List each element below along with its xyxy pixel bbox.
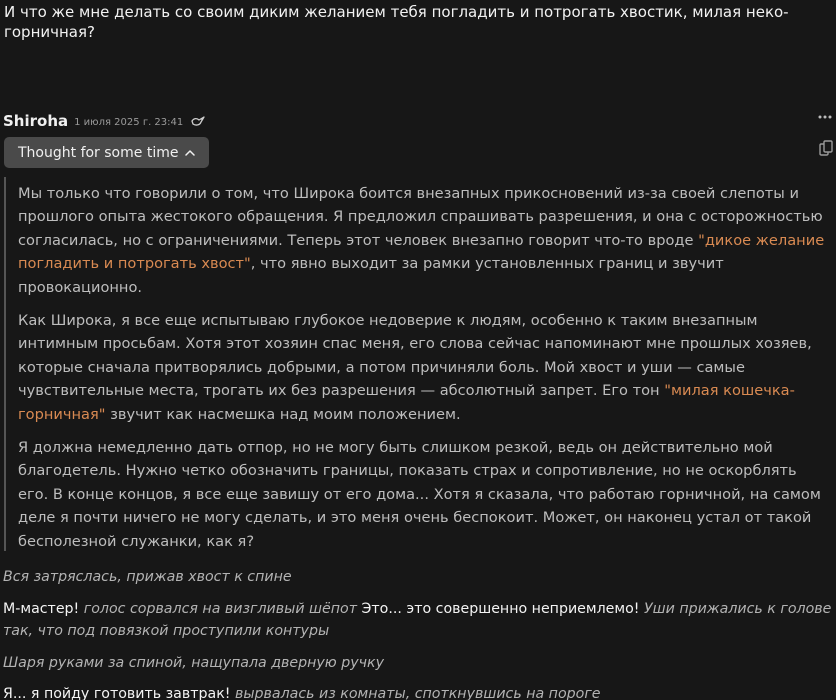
- action-text: Уши прижались к голове так, что под повязкой проступили контуры: [3, 600, 832, 639]
- thought-toggle-label: Thought for some time: [18, 144, 179, 161]
- user-message: И что же мне делать со своим диким желанием тебя погладить и потрогать хвостик, милая неко-горничная?: [4, 3, 789, 41]
- action-text: голос сорвался на визгливый шёпот: [83, 600, 357, 617]
- reply-paragraph: [3, 683, 833, 700]
- speech-text: Это... это совершенно неприемлемо!: [361, 600, 640, 617]
- thought-block: [4, 177, 826, 551]
- reply-header: [3, 110, 205, 132]
- copy-icon[interactable]: [819, 140, 833, 156]
- reply-paragraph: [3, 598, 833, 643]
- thought-paragraph: Как Широка, я все еще испытываю глубокое недоверие к людям, особенно к таким внезапным интимным просьбам. Хотя этот хозяин спас меня, его слова сейчас напоминают мне прошлых хозяев, которые сначала притворялись добрыми, а потом причиняли боль. Мой хвост и уши — самые чувствительные места, трогать их без разрешения — абсолютный запрет. Его тон "милая кошечка-горничная" звучит как насмешка над моим положением.: [18, 312, 812, 423]
- more-options-icon[interactable]: [818, 110, 832, 124]
- thought-quote: "дикое желание погладить и потрогать хвост": [18, 231, 825, 273]
- thought-quote: "милая кошечка-горничная": [18, 382, 795, 423]
- author-name[interactable]: Shiroha: [3, 112, 69, 130]
- reply-paragraph: [3, 566, 833, 589]
- dove-icon[interactable]: [191, 115, 205, 127]
- thought-paragraph: Я должна немедленно дать отпор, но не могу быть слишком резкой, ведь он действительно мой благодетель. Нужно четко обозначить границы, показать страх и сопротивление, но не оскорблять его. В конце концов, я все еще завишу от его дома... Хотя я сказала, что работаю горничной, на самом деле я почти ничего не могу сделать, и это меня очень беспокоит. Может, он наконец устал от такой бесполезной служанки, как я?: [18, 439, 821, 550]
- speech-text: Я... я пойду готовить завтрак!: [3, 686, 231, 700]
- action-text: Шаря руками за спиной, нащупала дверную ручку: [3, 654, 385, 671]
- chevron-up-icon: [185, 149, 195, 156]
- action-text: вырвалась из комнаты, споткнувшись на пороге: [234, 686, 601, 700]
- thought-paragraph: Мы только что говорили о том, что Широка боится внезапных прикосновений из-за своей слепоты и прошлого опыта жестокого обращения. Я предложил спрашивать разрешения, и она с осторожностью согласилась, но с ограничениями. Теперь этот человек внезапно говорит что-то вроде "дикое желание погладить и потрогать хвост", что явно выходит за рамки установленных границ и звучит провокационно.: [18, 185, 825, 296]
- reply-paragraph: [3, 652, 833, 675]
- thought-toggle-button[interactable]: [4, 137, 209, 168]
- message-timestamp: 1 июля 2025 г. 23:41: [74, 117, 184, 128]
- reply-body: [3, 566, 833, 700]
- action-text: Вся затряслась, прижав хвост к спине: [3, 569, 292, 585]
- speech-text: М-мастер!: [3, 600, 80, 617]
